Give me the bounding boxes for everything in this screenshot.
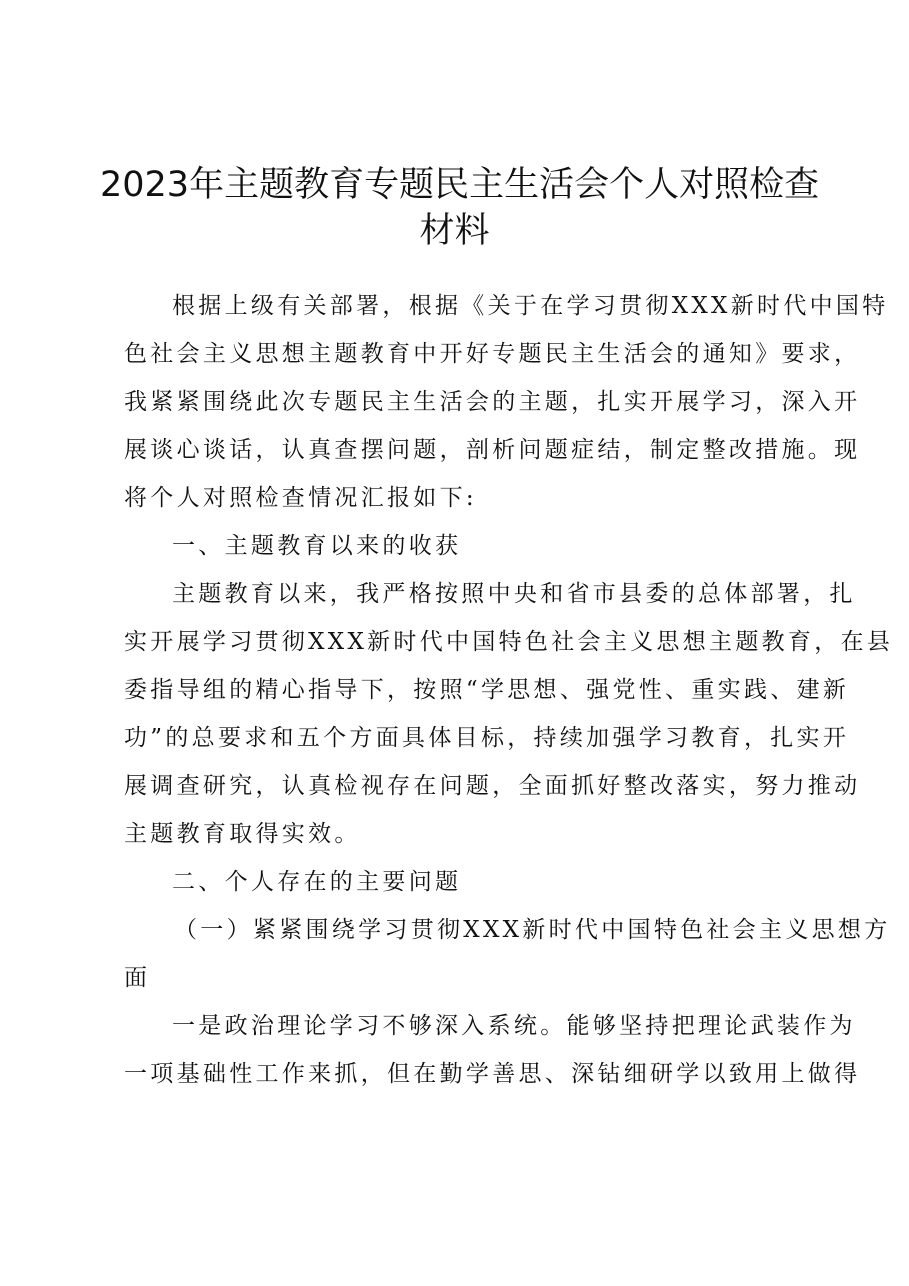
document-title xyxy=(100,162,820,254)
paragraph-line: 展调查研究，认真检视存在问题，全面抓好整改落实，努力推动 xyxy=(124,773,861,799)
paragraph-line: 功”的总要求和五个方面具体目标，持续加强学习教育，扎实开 xyxy=(124,725,850,751)
document-body xyxy=(124,282,894,1098)
paragraph-line: 委指导组的精心指导下，按照“学思想、强党性、重实践、建新 xyxy=(124,677,850,703)
title-line-2: 材料 xyxy=(419,211,490,251)
paragraph-line: 主题教育以来，我严格按照中央和省市县委的总体部署，扎 xyxy=(172,581,856,607)
intro-paragraph xyxy=(124,282,889,522)
paragraph-line: 色社会主义思想主题教育中开好专题民主生活会的通知》要求， xyxy=(124,341,861,367)
paragraph-line: 将个人对照检查情况汇报如下: xyxy=(124,485,477,511)
paragraph-line: 根据上级有关部署，根据《关于在学习贯彻XXX新时代中国特 xyxy=(172,293,889,319)
title-line-1: 2023年主题教育专题民主生活会个人对照检查 xyxy=(100,165,820,205)
paragraph-line: 一是政治理论学习不够深入系统。能够坚持把理论武装作为 xyxy=(172,1013,856,1039)
section-heading-1: 一、主题教育以来的收获 xyxy=(172,533,462,559)
paragraph-line: 我紧紧围绕此次专题民主生活会的主题，扎实开展学习，深入开 xyxy=(124,389,861,415)
paragraph-line: （一）紧紧围绕学习贯彻XXX新时代中国特色社会主义思想方 xyxy=(174,917,891,943)
paragraph-line: 实开展学习贯彻XXX新时代中国特色社会主义思想主题教育，在县 xyxy=(124,629,894,655)
paragraph-line: 一项基础性工作来抓，但在勤学善思、深钻细研学以致用上做得 xyxy=(124,1061,861,1087)
section-heading-2: 二、个人存在的主要问题 xyxy=(172,869,462,895)
paragraph-line: 面 xyxy=(124,965,151,991)
subsection-heading-1 xyxy=(124,906,891,1002)
paragraph-line: 主题教育取得实效。 xyxy=(124,821,361,847)
point1-paragraph xyxy=(124,1002,861,1098)
section1-paragraph xyxy=(124,570,894,858)
paragraph-line: 展谈心谈话，认真查摆问题，剖析问题症结，制定整改措施。现 xyxy=(124,437,861,463)
